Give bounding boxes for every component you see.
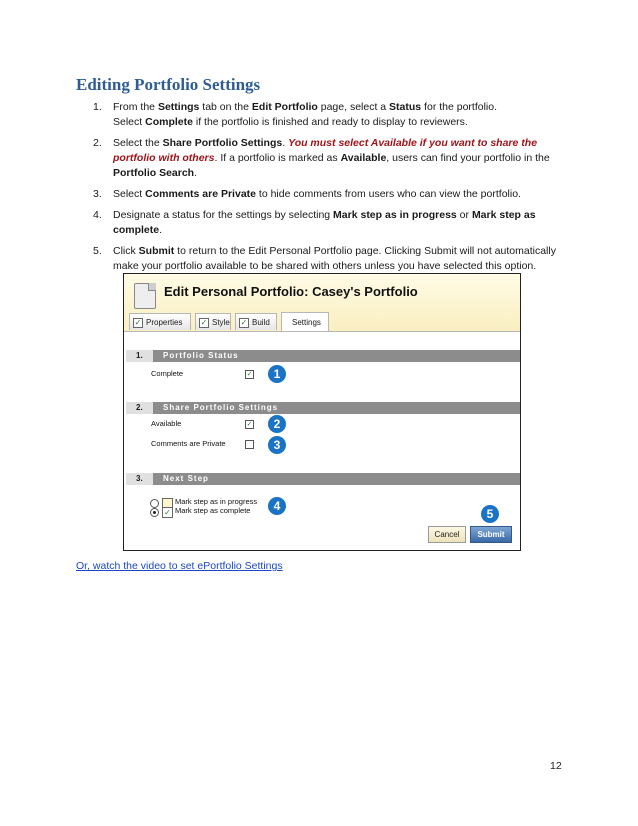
portfolio-document-icon	[134, 283, 156, 309]
step-3	[76, 187, 576, 202]
complete-checkbox[interactable]: ✓	[246, 371, 253, 378]
step-text: if the portfolio is finished and ready to display to reviewers.	[192, 116, 468, 128]
tab-label: Properties	[146, 318, 183, 327]
step-bold: Share Portfolio Settings	[162, 137, 283, 149]
screenshot-title: Edit Personal Portfolio: Casey's Portfolio	[164, 284, 418, 299]
step-bold: Status	[389, 101, 422, 113]
tab-build[interactable]	[235, 313, 277, 330]
screenshot-title-bar	[124, 274, 520, 332]
step-text: .	[282, 137, 289, 149]
step-bold: Submit	[138, 245, 175, 257]
in-progress-radio[interactable]	[150, 499, 159, 508]
step-text: . If a portfolio is marked as	[214, 152, 341, 164]
section-bar-next-step	[126, 473, 520, 485]
portfolio-settings-screenshot	[123, 273, 521, 551]
step-number: 4.	[93, 209, 102, 221]
callout-badge: 1	[268, 365, 286, 383]
available-checkbox[interactable]: ✓	[246, 421, 253, 428]
submit-button[interactable]: Submit	[470, 526, 512, 543]
step-4	[76, 208, 576, 238]
checkbox-icon: ✓	[200, 318, 208, 327]
step-text: to hide comments from users who can view the portfolio.	[256, 188, 521, 200]
step-number: 5.	[93, 245, 102, 257]
tab-label: Settings	[292, 318, 321, 327]
step-number: 3.	[93, 188, 102, 200]
section-title: Portfolio Status	[163, 351, 239, 360]
comments-private-label: Comments are Private	[151, 439, 226, 448]
step-text: page, select a	[317, 101, 390, 113]
step-5	[76, 244, 576, 274]
step-1	[76, 100, 576, 130]
comments-private-checkbox[interactable]	[245, 440, 254, 449]
cancel-button[interactable]: Cancel	[428, 526, 466, 543]
step-emphasis: You must select Available if you want to share the portfolio with others	[113, 137, 538, 164]
callout-badge: 5	[481, 505, 499, 523]
step-text: .	[159, 224, 163, 236]
callout-badge: 4	[268, 497, 286, 515]
tab-settings[interactable]	[281, 312, 329, 331]
step-text: From the	[113, 101, 158, 113]
instruction-list	[76, 100, 576, 280]
as-complete-label: Mark step as complete	[175, 506, 251, 515]
step-text: Select	[113, 188, 146, 200]
section-bar-share-settings	[126, 402, 520, 414]
step-bold: Available	[340, 152, 387, 164]
step-text: .	[194, 167, 198, 179]
step-text: Select the	[113, 137, 163, 149]
section-bar-portfolio-status	[126, 350, 520, 362]
complete-label: Complete	[151, 369, 184, 378]
section-number: 2.	[126, 402, 153, 414]
available-label: Available	[151, 419, 182, 428]
step-text: for the portfolio.	[421, 101, 498, 113]
section-number: 1.	[126, 350, 153, 362]
section-title: Next Step	[163, 474, 209, 483]
section-number: 3.	[126, 473, 153, 485]
callout-badge: 3	[268, 436, 286, 454]
tab-style[interactable]	[195, 313, 231, 330]
checkbox-icon: ✓	[134, 318, 142, 327]
step-bold: Settings	[157, 101, 200, 113]
step-bold: Edit Portfolio	[251, 101, 318, 113]
tab-divider	[124, 331, 520, 332]
section-title: Share Portfolio Settings	[163, 403, 279, 412]
callout-badge: 2	[268, 415, 286, 433]
step-number: 2.	[93, 137, 102, 149]
step-bold: Mark step as in progress	[333, 209, 457, 221]
step-text: , users can find your portfolio in the	[386, 152, 550, 164]
video-link[interactable]: Or, watch the video to set ePortfolio Settings	[76, 560, 283, 572]
checkbox-icon: ✓	[240, 318, 248, 327]
tab-label: Build	[252, 318, 270, 327]
step-number: 1.	[93, 101, 102, 113]
step-text: Click	[113, 245, 139, 257]
step-bold: Mark step as complete	[113, 209, 536, 236]
tab-label: Style	[212, 318, 230, 327]
step-text: Designate a status for the settings by selecting	[113, 209, 334, 221]
step-text: tab on the	[199, 101, 252, 113]
as-complete-radio[interactable]	[150, 508, 159, 517]
section-heading: Editing Portfolio Settings	[76, 75, 261, 94]
step-text: or	[456, 209, 472, 221]
check-icon: ✓	[162, 507, 173, 518]
step-bold: Comments are Private	[145, 188, 256, 200]
step-bold: Complete	[145, 116, 193, 128]
in-progress-label: Mark step as in progress	[175, 497, 258, 506]
tab-properties[interactable]	[129, 313, 191, 330]
step-text: Select	[113, 116, 146, 128]
step-2	[76, 136, 576, 181]
step-text: to return to the Edit Personal Portfolio page. Clicking Submit will not automatically make your portfolio available to be shared with others unless you have selected this option.	[113, 245, 556, 272]
page-number: 12	[550, 760, 562, 772]
step-bold: Portfolio Search	[113, 167, 195, 179]
